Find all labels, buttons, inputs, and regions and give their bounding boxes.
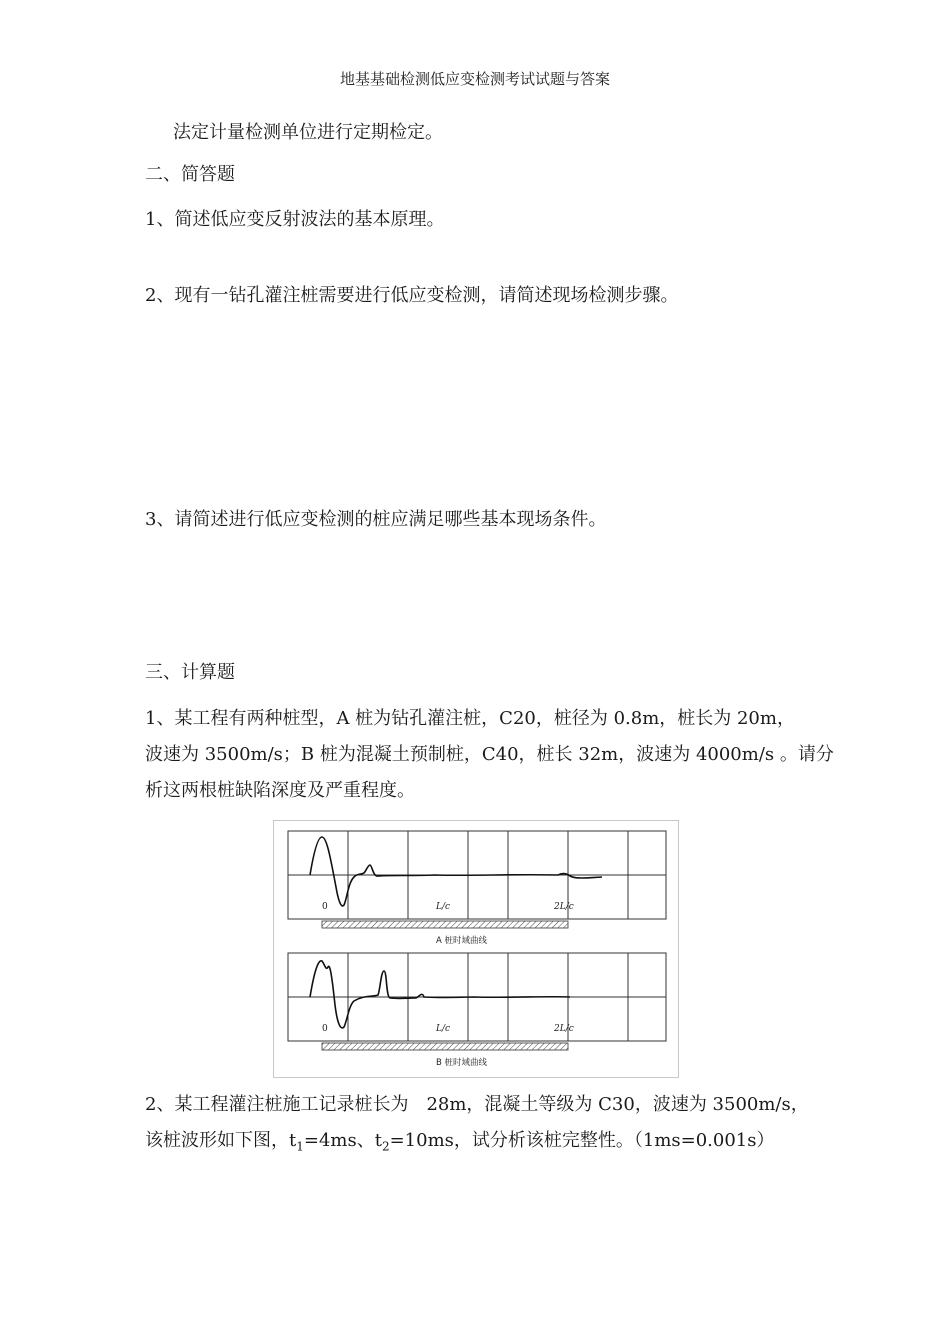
chart-b-waveform: [310, 961, 570, 1028]
section-title-short-answer: 二、简答题: [145, 164, 235, 185]
question-3-1-line-3: 析这两根桩缺陷深度及严重程度。: [145, 780, 415, 801]
chart-a-caption: A 桩时域曲线: [436, 936, 488, 946]
pile-waveform-figure: [273, 820, 679, 1078]
waveform-chart-svg: [274, 821, 678, 1077]
question-3-2-text-a: 该桩波形如下图，t: [145, 1130, 297, 1151]
chart-b-caption: B 桩时域曲线: [436, 1058, 488, 1068]
chart-a-label-lc: L/c: [436, 902, 451, 912]
subscript-2: 2: [381, 1139, 390, 1154]
subscript-1: 1: [296, 1139, 304, 1154]
question-2-3: 3、请简述进行低应变检测的桩应满足哪些基本现场条件。: [145, 509, 607, 530]
chart-b-hatch-bar: [322, 1043, 568, 1050]
question-2-1: 1、简述低应变反射波法的基本原理。: [145, 209, 445, 230]
question-3-2-line-2: [145, 1129, 775, 1159]
question-3-1-line-1: 1、某工程有两种桩型，A 桩为钻孔灌注桩，C20，桩径为 0.8m，桩长为 20m，: [145, 708, 795, 729]
page-header: 地基基础检测低应变检测考试试题与答案: [339, 70, 610, 88]
question-3-2-text-b: =4ms、t: [303, 1130, 382, 1151]
chart-a-label-2lc: 2L/c: [554, 902, 574, 912]
question-3-2-text-c: =10ms，试分析该桩完整性。（1ms=0.001s）: [389, 1130, 775, 1151]
question-3-2-line-1: 2、某工程灌注桩施工记录桩长为 28m，混凝土等级为 C30，波速为 3500m/s，: [145, 1094, 809, 1115]
question-3-1-line-2: 波速为 3500m/s；B 桩为混凝土预制桩，C40，桩长 32m，波速为 4000m/s 。请分: [145, 744, 834, 765]
chart-a-waveform: [310, 837, 602, 906]
chart-b-label-zero: 0: [322, 1024, 328, 1034]
paragraph-continuation: 法定计量检测单位进行定期检定。: [173, 122, 443, 143]
section-title-calculation: 三、计算题: [145, 662, 235, 683]
chart-b-label-lc: L/c: [436, 1024, 451, 1034]
question-2-2: 2、现有一钻孔灌注桩需要进行低应变检测，请简述现场检测步骤。: [145, 285, 679, 306]
chart-b-label-2lc: 2L/c: [554, 1024, 574, 1034]
chart-a-label-zero: 0: [322, 902, 328, 912]
chart-a-hatch-bar: [322, 921, 568, 928]
